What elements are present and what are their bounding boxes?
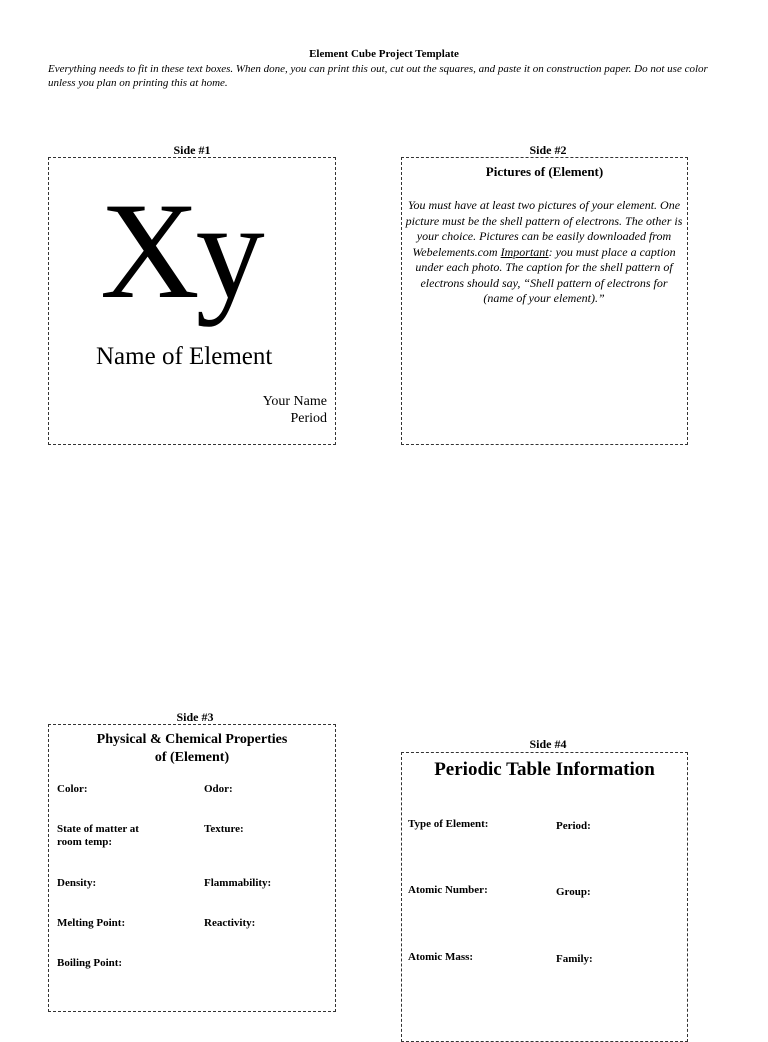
type-of-element-field: Type of Element: xyxy=(408,818,489,830)
state-line2: room temp: xyxy=(57,836,113,848)
side3-label: Side #3 xyxy=(176,710,214,724)
side1-label: Side #1 xyxy=(173,143,211,157)
state-of-matter-field xyxy=(57,823,139,849)
side4-heading: Periodic Table Information xyxy=(434,759,655,780)
pictures-body-part2: : you must place a caption under each photo. The caption for the shell pattern of electrons should say, “Shell pattern of electrons for (name of your element).” xyxy=(415,244,676,305)
side4-label: Side #4 xyxy=(529,737,567,751)
side3-heading xyxy=(49,731,335,767)
side3-box xyxy=(48,724,336,1012)
side2-label: Side #2 xyxy=(529,143,567,157)
side3-heading-line1: Physical & Chemical Properties xyxy=(96,732,288,747)
texture-field: Texture: xyxy=(204,823,244,835)
density-field: Density: xyxy=(57,877,97,889)
element-symbol: Xy xyxy=(100,174,261,327)
reactivity-field: Reactivity: xyxy=(204,917,256,929)
color-field: Color: xyxy=(57,783,88,795)
side4-box xyxy=(401,752,688,1042)
side3-heading-line2: of (Element) xyxy=(154,750,230,765)
family-field: Family: xyxy=(556,953,593,965)
your-name-text xyxy=(263,393,327,427)
state-line1: State of matter at xyxy=(57,823,139,835)
document-title: Element Cube Project Template xyxy=(309,48,459,60)
element-name: Name of Element xyxy=(96,343,273,370)
instructions-text: Everything needs to fit in these text boxes. When done, you can print this out, cut out the squares, and paste it on construction paper. Do not use color unless you plan on printing this at home. xyxy=(48,63,708,89)
pictures-instructions xyxy=(404,198,684,307)
side2-heading: Pictures of (Element) xyxy=(485,164,604,179)
period-text: Period xyxy=(290,411,327,426)
atomic-number-field: Atomic Number: xyxy=(408,884,488,896)
your-name: Your Name xyxy=(262,394,327,409)
group-field: Group: xyxy=(556,886,591,898)
important-label: Important xyxy=(500,244,549,259)
period-field: Period: xyxy=(556,820,591,832)
pictures-body-part1: You must have at least two pictures of your element. One picture must be the shell pattern of electrons. The other is your choice. Pictures can be easily downloaded from Webelements.com xyxy=(405,198,683,259)
flammability-field: Flammability: xyxy=(204,877,272,889)
melting-point-field: Melting Point: xyxy=(57,917,126,929)
boiling-point-field: Boiling Point: xyxy=(57,957,123,969)
odor-field: Odor: xyxy=(204,783,233,795)
atomic-mass-field: Atomic Mass: xyxy=(408,951,474,963)
